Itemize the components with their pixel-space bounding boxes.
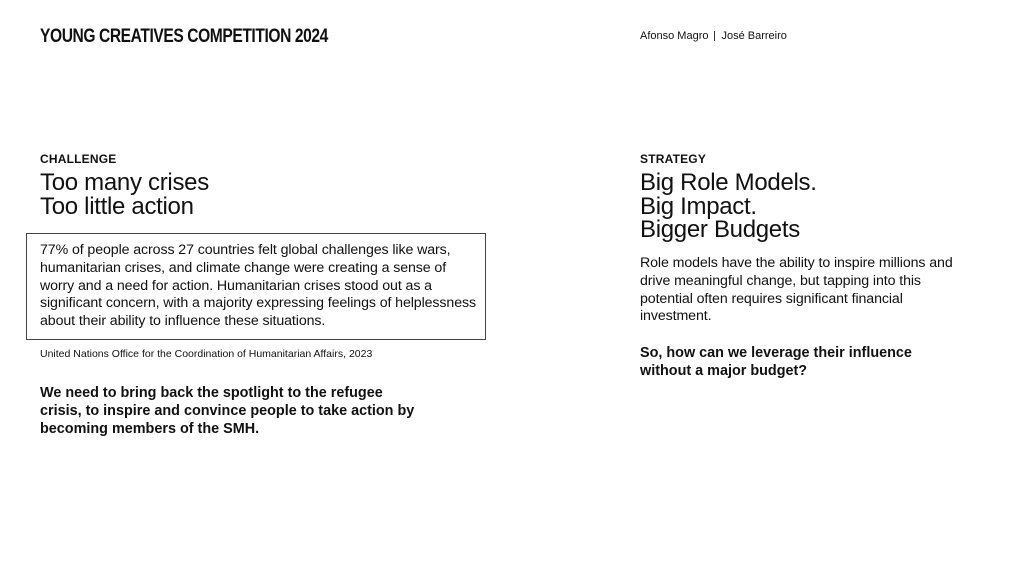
strategy-label: STRATEGY — [640, 152, 707, 166]
challenge-heading-line: Too many crises — [40, 169, 209, 196]
strategy-body: Role models have the ability to inspire millions and drive meaningful change, but tapping into this potential often requires significant financial investment. — [640, 255, 953, 325]
strategy-heading-line: Bigger Budgets — [640, 216, 800, 243]
strategy-heading-line: Big Impact. — [640, 192, 757, 220]
page-title: YOUNG CREATIVES COMPETITION 2024 — [40, 26, 328, 47]
statistic-text: 77% of people across 27 countries felt global challenges like wars, humanitarian crises, and climate change were creating a sense of worry and a need for action. Humanitarian crises stood out as a significant concern, with a majority expressing feelings of helplessness about their ability to influence these situations. — [40, 242, 476, 330]
authors — [640, 30, 787, 42]
challenge-heading — [40, 171, 209, 218]
author-name: José Barreiro — [721, 30, 787, 42]
challenge-heading-line: Too little action — [40, 192, 194, 220]
author-divider — [714, 31, 715, 41]
strategy-heading — [640, 171, 817, 242]
challenge-label: CHALLENGE — [40, 152, 117, 166]
strategy-question: So, how can we leverage their influence without a major budget? — [640, 345, 912, 379]
author-name: Afonso Magro — [640, 30, 709, 42]
strategy-heading-line: Big Role Models. — [640, 169, 817, 196]
source-citation: United Nations Office for the Coordination of Humanitarian Affairs, 2023 — [40, 348, 373, 360]
challenge-callout: We need to bring back the spotlight to the refugee crisis, to inspire and convince people to take action by becoming members of the SMH. — [40, 385, 415, 437]
